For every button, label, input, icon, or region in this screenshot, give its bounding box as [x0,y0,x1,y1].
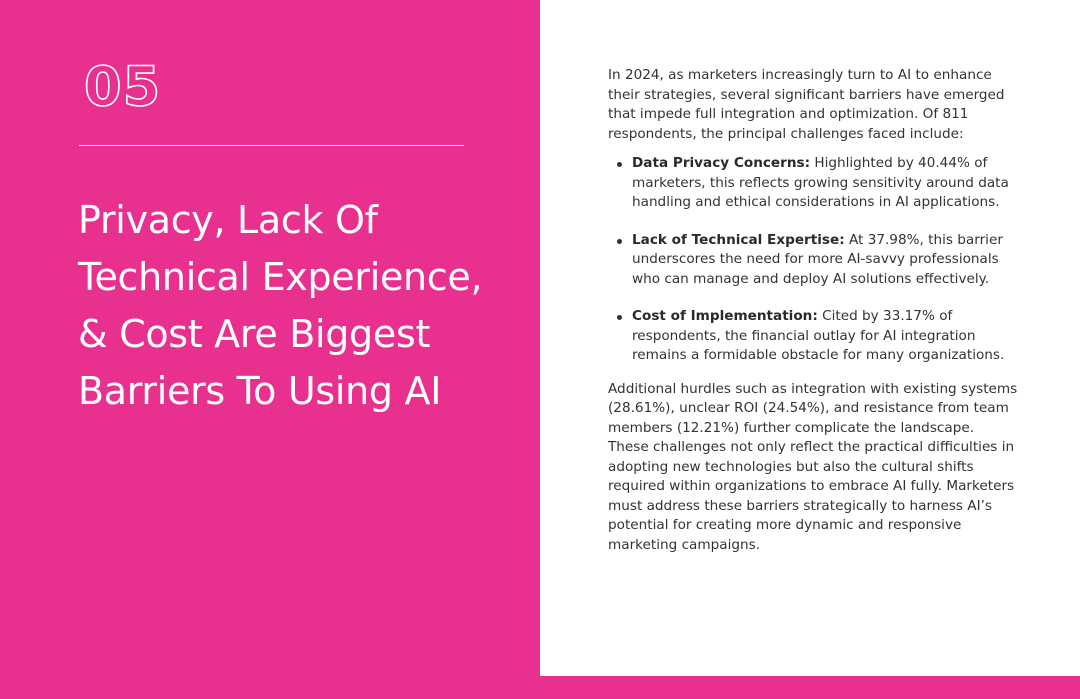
bullet-label: Lack of Technical Expertise: [632,231,845,248]
conclusion-paragraph: Additional hurdles such as integration with existing systems (28.61%), unclear ROI (24.54%), and resistance from team members (12.21%) further complicate the landscape. These challenges not only reflect the practical difficulties in adopting new technologies but also the cultural shifts required within organizations to embrace AI fully. Marketers must address these barriers strategically to harness AI’s potential for creating more dynamic and responsive marketing campaigns. [608,380,1018,553]
divider [79,145,464,146]
section-number: 05 [84,55,162,118]
bullet-text: At 37.98%, this barrier underscores the need for more AI-savvy professionals who can manage and deploy AI solutions effectively. [632,231,1003,287]
bullet-icon [617,162,622,167]
body-text [608,66,1018,555]
bullet-text: Cited by 33.17% of respondents, the financial outlay for AI integration remains a formidable obstacle for many organizations. [632,308,1005,363]
bullet-label: Cost of Implementation: [632,308,818,324]
page-title: Privacy, Lack Of Technical Experience, & Cost Are Biggest Barriers To Using AI [78,198,483,413]
list-item [608,307,1018,366]
content-panel [540,0,1080,676]
barrier-list [608,154,1018,366]
bullet-text: Highlighted by 40.44% of marketers, this reflects growing sensitivity around data handling and ethical considerations in AI applications. [632,155,1009,210]
bullet-icon [617,239,622,244]
bullet-icon [617,315,622,320]
bullet-label: Data Privacy Concerns: [632,155,811,171]
intro-paragraph: In 2024, as marketers increasingly turn to AI to enhance their strategies, several significant barriers have emerged that impede full integration and optimization. Of 811 respondents, the principal challenges faced include: [608,67,1005,142]
list-item [608,231,1018,290]
list-item [608,154,1018,213]
